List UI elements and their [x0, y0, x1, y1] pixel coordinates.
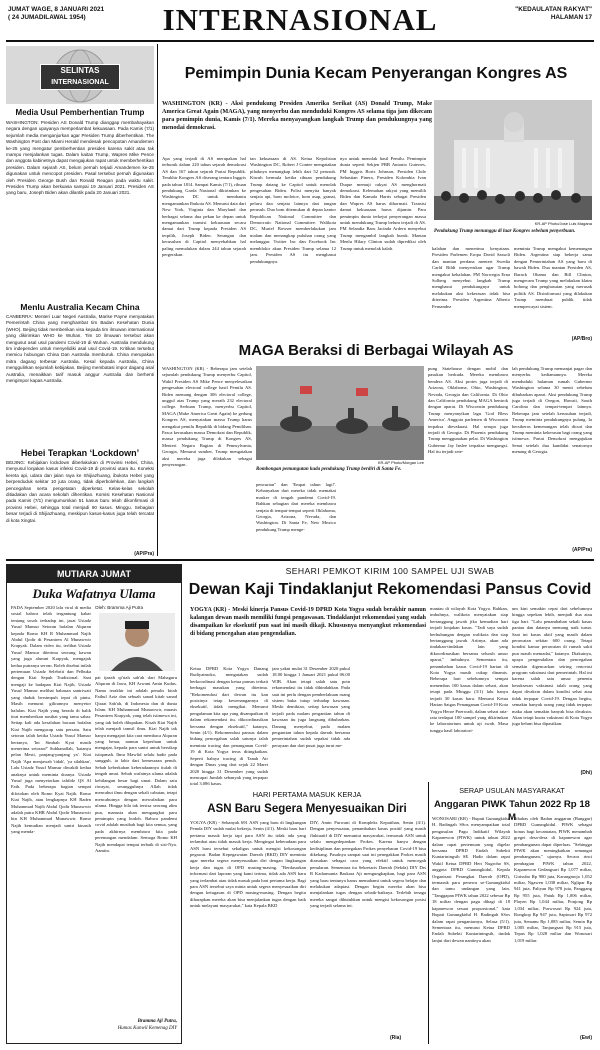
mutiara-title: Duka Wafatnya Ulama [32, 586, 156, 601]
pansus-kicker: SEHARI PEMKOT KIRIM 100 SAMPEL UJI SWAB [285, 566, 495, 576]
pansus-col3: mantau di wilayah Kota Yogya. Bahkan, imbuhnya, walikota menyatakan siap bertanggung jawab jika kemudian hari terjadi lonjakan kasus. "Tadi saya sudah berhubungan dengan walikota dan siap bertanggung jawab. Artinya, akan ada tindakan-tindakan lain yang dikoordinasikan bersama seluruh unsur aparat," imbuhnya. Sementara itu, penambahan kasus Covid-19 harian di Kota Yogya masih cukup dinamis. Beberapa hari sebelumnya sempat menembus 100 kasus dalam sehari, akan tetapi pada Minggu (3/1) lalu hanya terjadi 30 kasus baru. Menurut Ketua Harian Satgas Penanganan Covid-19 Kota Yogya Heroe Poerwadi, dalam sehari rata-rata terdapat 100 sampel yang dikirimkan ke laboratorium untuk uji swab. Masa tunggu hasil laboratori- [430, 606, 508, 733]
maga-credit: (AP/Pra) [572, 547, 592, 553]
badge-line1: SELINTAS [60, 66, 100, 75]
capitol-crowd-image [434, 100, 592, 220]
signature-role: Humas Kanwil Kemenag DIY [117, 1025, 177, 1031]
story3-credit: (AP/Pra) [134, 551, 154, 557]
asn-credit: (Ria) [390, 1035, 402, 1041]
asn-col2: DIY, Amin Purwani di Kompleks Kepatihan, Senin (4/1). Dengan penyesuaian, penambahan kasus positif yang masih fluktuatif di DIY menuntut masyarakat, termasuk ASN untuk selalu mengedepankan Prokes. Karena hanya dengan kedisiplinan dan penegakan Prokes penyebaran Covid-19 bisa dikekang. Pasalnya sampai saat ini penegakkan Prokes masih dirasakan sebagai cara yang efektif untuk mencegah penularan. Sementara itu Sekretaris Daerah (Sekda) DIY Drs R Kadarmanta Baskara Aji mengungkapkan, bagi para ASN yang baru tentunya harus memahami untuk segera belajar dan melakukan adaptasi. Dengan begitu mereka akan bisa menjalankan tugas dengan sebaik-baiknya. Terlebih tenaga mereka sangat dibutuhkan untuk mengisi kekosongan posisi yang terjadi selama ini. [310, 820, 426, 909]
date-line: JUMAT WAGE, 8 JANUARI 2021 [8, 6, 105, 13]
mutiara-col1: PADA September 2020 lalu viral di media sosial bahwa telah tergantung kabar tentang sosok terhadap ini, jasat Ustadz Yusuf Mansur Setoran hafalan Alquran kepada Romo KH R Muhammad Najib Abdul Qodir di Pesantren Al Munawwir Krapyak. Dalam video itu, terlihat Ustadz Yusuf Mansur diterima seorang kawan yang juga alumni Krapyak, mengajak kedua putranya serom. Boleh disebut inilah pertemuan Ustadz Selebriti dan Pelbuka dengan Kiai Sepuh Tradisional. Saat mengaji ke hadapan Kiai Najib, Ustadz Yusuf Mansur melihat bahasan santriwati yang duduk bersimpuh tepat di pintu. Masih menurut gilirannya menyetor hafalan. Kiai Najib yang berada di balik tirai memberikan nasihat yang tama sabar. Setiap kali ada kesalahan bacaan hafalan Kiai Najib mengucap satu persatu. Satu setoran ialah ketika Ustadz Yusuf Mansur bertanya, 'Ini Simbah Kyai masih menerima setoran?' Subhanallah, 'katanya pelan Mesti, panjang-panjang ya'. Kiai Najib 'Apa menjawab 'tidak', 'ya silahkan', Lalu Ustadz Yusuf Mansur diwakili kedua anaknya untuk meminta doanya. Ustadz Yusuf juga menyetorkan tahfidz QS Al Fath. Pada beberapa bagian sempat difotokan oleh Romo Kyai Najib. Romo Kiai Najib, atau lengkapnya KH Raden Muhammad Najib Abdul Qodir Munawwir adalah putra KHR Abdul Qodir Munawwir bin KH Muhammad Munawwir. Romo Najib kemudian menjadi santri kinasih yang menda- [11, 605, 91, 835]
maga-headline: MAGA Beraksi di Berbagai Wilayah AS [238, 342, 514, 359]
capitol-photo [434, 100, 592, 220]
badge-line2: INTERNASIONAL [51, 79, 109, 86]
lead-headline: Pemimpin Dunia Kecam Penyerangan Kongres AS [184, 65, 568, 82]
asn-piwk-divider [428, 782, 429, 1044]
author-portrait [99, 613, 175, 671]
lead-col3: nya untuk menolak hasil Pemilu. Pemimpin dunia seperti Sekjen PBB Antonio Guterres, PM Inggris Boris Johnson, Presiden Chile Sebastian Pinera, Presiden Kolombia Ivan Duque memuji rakyat AS menghormati demokrasi. Kelemahan rakyat yang memilih Biden dan Kamala Harris sebagai Presiden dan Wapres AS harus dihormati. Transisi damai kekuasaan harus dijamin. Para pemimpin dunia terkejut penyerangan massa untuk mendukung Trump belum terjadi di AS. PM Selandia Baru Jacinda Ardern menyebut Trump mengambil langkah buruk. Mantan Menlu Hilary Clinton sudah diprediksi oleh Trump untuk menolak kalah. [340, 156, 426, 251]
pansus-headline: Dewan Kaji Tindaklanjut Rekomendasi Pansus Covid [188, 581, 592, 598]
lead-intro: WASHINGTON (KR) - Aksi pendukung Presiden Amerika Serikat (AS) Donald Trump, Make America Great Again (MAGA), yang menyerbu dan menduduki Kongres AS selama tiga jam dikecam para pemimpin dunia, Kamis (7/1). Mereka menyayangkan langkah Trump dan pendukungnya yang menodai demokrasi. [162, 100, 432, 131]
piwk-credit: (Ewi) [580, 1035, 592, 1041]
page-number: HALAMAN 17 [550, 14, 592, 21]
pansus-col4: um kini semakin cepat dari sebelumnya hingga sepekan lebih, menjadi dua atau tiga hari. "Lalu penambahan sekali kasus pantau dan datanya memang naik turun. Saat ini kasus aktif yang masih dalam perawatan sekitar 600 orang. Tetapi kondisi kamar perawatan di rumah sakit pun masih memadai," katanya. Diakuinya, upaya pengendalian dan pencegahan semakin digencarkan seiring renovasi program vaksinasi dari pemerintah. Hal ini karena salah satu unsur penentu kesuksesan vaksinasi ialah orang yang dapat divaksin dalam kondisi sehat atau tidak terpapar Covid-19. Dengan begitu, semakin banyak orang yang tidak terpapar maka akan semakin banyak bisa divaksin. Akan tetapi kuota vaksinasi di Kota Yogya juga belum bisa dipastikan. [512, 606, 592, 727]
asn-col1: YOGYA (KR) - Sebanyak 691 ASN yang baru di lingkungan Pemda DIY sudah mulai bekerja, Senin (4/1). Meski baru hari pertama masuk kerja tapi para ASN itu tidak ada yang terlambat atau tidak masuk kerja. Mengingat keberadaan para ASN baru tersebut sekaligus untuk mengisi kekosongan pegawai. Badan Kepegawaian Daerah (BKD) DIY meminta agar mereka segera menyesuaikan diri dengan lingkungan kerja dan tugas di OPD masing-masing. "Berdasarkan informasi dari laporan yang kami terima, tidak ada ASN baru yang terlambat atau tidak masuk pada hari pertama kerja. Bagi para ASN tersebut saya minta untuk segera menyesuaikan diri dengan ketugasan di OPD masing-masing. Dengan begitu diharapkan mereka akan bisa menjalankan tugas dengan baik untuk melayani masyarakat," kata Kepala BKD [190, 820, 306, 909]
masthead-title: INTERNASIONAL [162, 2, 438, 37]
story1-body: WASHINGTON: Presiden AS Donald Trump dianggap membahayakan negara dengan upayanya memperlambat kekuasaan. Pada Kamis (7/1) sejumlah media menganjurkan agar Presiden Trump diberhentikan. The Washington Post dan Miami Herald mendesak pencopotan Amandemen ke-25 yang mengatur pemberhentian presiden karena sakit atau tak mampu menjalankan tugas. Dalam kaitan Trump, Wapres Mike Pence dan anggota kabinetnya dapat mengajukan rapat untuk memberhentikan presiden. Dalam sejarah AS, belum pernah terjadi Amandemen ke-25 digunakan untuk mencopot presiden. Pasal tersebut pernah digunakan oleh Presiden George Bush dan Ronald Reagan pada waktu sakit. Presiden Trump akan berkuasa sampai 19 Januari 2021. Presiden AS yang baru, Joseph Biden akan dilantik pada 20 Januari 2021. [6, 120, 154, 196]
asn-headline: ASN Baru Segera Menyesuaikan Diri [207, 803, 407, 815]
piwk-kicker: SERAP USULAN MASYARAKAT [459, 786, 565, 795]
selintas-badge-box [6, 46, 154, 104]
story3-title: Hebei Terapkan ‘Lockdown’ [20, 448, 140, 458]
sidebar-divider [157, 44, 158, 556]
signature-name: Bramma Aji Putra, [137, 1019, 177, 1024]
story2-body: CANBERRA: Menteri Luar Negeri Australia, Marise Payne menyatakan Pemerintah China yang menghambat tim Badan Kesehatan Dunia (WHO). Beijing tidak memberikan visa kepada tim ilmuwan internasional yang dikirimkan WHO ke Wuhan. Tim 10 ilmuwan tersebut akan mengusut asal usul pandemi Covid-19 di Wuhan. Australia mendukung tim independen untuk menyelidiki asal usul Covid-19. Kritikan tersebut memicu hubungan China Dan Australia memburuk. China merupakan mitra dagang terbesar Australia. Kesal kepada Australia, China menggulirkan sejumlah kebijakan. Beijing membatasi impor dagang asal Australia, menaikkan tarif masuk anggur Australia dan berhenti mengimpor kapas Australia. [6, 314, 154, 384]
lead-photo-credit: KR-AP Photo/Jose Luis Magana [534, 221, 592, 226]
lead-col5: meminta Trump mengakui kemenangan Biden. Argentina siap bekerja sama dengan Pemerintahan AS yang baru di bawah Biden. Dua mantan Presiden AS, Barack Obama dan Bill Clinton, mengecam Trump yang melakukan klaim bohong dan penghasutan yang merusak politik AS. Disinformasi yang dilakukan Trump membuat publik tidak mempercayai sistem. [514, 246, 592, 309]
santa-fe-photo [256, 366, 424, 460]
story1-title: Media Usul Pemberhentian Trump [15, 108, 145, 117]
maga-col1: WASHINGTON (KR) - Beberapa jam setelah sejumlah pendukung Trump menyerbu Capitol, Wakil Presiden AS Mike Pence menyelesaikan pengesahan electoral college hasil Pemilu AS. Biden memang dengan 306 electoral college, unggul atas Trump yang meraih 232 electoral college. Serbuan Trump, menyerbu Capitol, MAGA (Make America Great Again) ke gedung Kongres AS, menyatakan massa Trump harus mengakui pemilu Republik di bidang Pemilihan. Pasca kerusuhan massa Demokrat dan Republik, massa pendukung Trump di Kongres AS, Menteri Negara Bagian di Pennsylvania, Georgia, Menurut sumber, Trump mengatakan aksi mereka juga dilakukan sebagai penyerangan. [162, 366, 252, 468]
piwk-col1: WONOSARI (KR) - Bupati Gunungkidul H. Badingah SSos menyampaikan total pengusulan Pagu Indikatif Wilayah Kapanewon (PIWK) untuk tahun 2022 dalam rapat pertemuan yang digelar bersama DPRD Endah Subekti Kuntariningsih SE. Hadir dalam rapat Wakil Ketua DPRD Heri Nugroho SS, anggota DPRD Gunungkidul, Kepala Organisasi Perangkat Daerah (OPD), termasuk para penewu se-Gunungkidul dan tamu undangan yang lain. "Tanggapan PIWK tahun 2022 sebesar Rp 18 miliar dengan pagu dibagi di 18 kapanewon sesuai proporsional," kata Bupati Gunungkidul H. Badingah SSos dalam rapat pengantarnya, Selasa (5/1). Sementara itu, menurut Ketua DPRD Endah Subekti Kuntariningsih, tindak lanjut dari dewan nantinya akan [432, 816, 510, 943]
story2-title: Menlu Australia Kecam China [20, 302, 140, 312]
maga-photo-credit: KR-AP Photo/Morgan Lee [377, 460, 424, 465]
lead-col2: tan kekuasaan di AS. Ketua Kepolisian Washington DC, Robert J Contee mengatakan pihaknya menangkap lebih dari 52 perusuh. Kisruh bermula ketika ribuan pendukung Trump datang ke Capitol untuk menolak pengesahan Biden. Polisi menyita banyak senjata api, bom molotov, bom asap, granat, peluru dan senjata lainnya dari tangan perusuh. Dua bom ditemukan di depan kantor Republican National Committee dan Democratic National Committee. Walikota DC, Muriel Bowser memberlakukan jam malam dan menangkap puluhan orang yang melanggar. Twitter Inc dan Facebook Inc memblokir akun Presiden Trump selama 12 jam. Presiden AS itu menghasut pendukungnya. [250, 156, 336, 264]
piwk-col2: dibahas oleh Badan anggaran (Banggar) DPRD Gunungkidul. PIWK sebagai bonus bagi kecamatan, PIWK menambah greget desa-desa di kapanewon agar pembangunan dapat diperluas. "Sehingga PIWK akan meningkatkan semangat pembangunan," ujarnya. Secara rinci pembagian PIWK tahun 2022, Kapanewon Gedangsari Rp 1,077 miliar, Girisubo Rp 980 juta, Karangmojo 1,052 miliar, Ngawen 1,038 miliar, Nglipar Rp 941 juta, Paliyan Rp 978 juta, Panggang Rp 955 juta, Patuk Rp 1,006 miliar, Playen Rp 1,044 miliar, Ponjong Rp 1,034 miliar, Purwosari Rp 924 juta, Rongkop Rp 947 juta, Saptosari Rp 972 juta, Semanu Rp 1,085 miliar, Semin Rp 1,005 miliar, Tanjungsari Rp 915 juta, Tepus Rp 1,028 miliar dan Wonosari 1,019 miliar. [514, 816, 592, 943]
paper-name: "KEDAULATAN RAKYAT" [515, 6, 592, 13]
mid-page-rule [6, 559, 594, 561]
selintas-sidebar [6, 44, 154, 558]
lead-credit: (AP/Bro) [571, 336, 592, 342]
maga-col3: pung Statehouse dengan mobil dan pasukan berkuda. Mereka membawa bendera AS. Aksi protes juga terjadi di Arizona, Oklahoma, Ohio, Washington, Nevada, Georgia dan California. Di Ohio dan California pendukung MAGA bentrok dengan aparat. Di Wisconsin pendukung Trump menyanyikan lagu 'God Bless America'. Anggota parlemen di Wisconsin terpaksa dievakuasi. Hal serupa juga terjadi di Georgia. Di Phoenix pendukung Trump menggunakan pelat. Di Washington Gubernur Jay Inslee terpaksa mengungsi. Hal itu terjadi sete- [428, 366, 508, 455]
piwk-headline: Anggaran PIWK Tahun 2022 Rp 18 M [433, 799, 590, 823]
story3-body: BEIJING: Kebijakan lockdown diberlakukan di Provinsi Hebei, China, menyusul lonjakan kasus infeksi Covid-19 di provinsi utara itu. Koneksi kereta api, udara dan jalan raya ke Shijiazhuang, ibukota Hebei yang berpenduduk sekitar 10 juta orang, tidak diperbolehkan, dan langkah pencegahan serta pengetatan diperketat. Kelas-kelas sekolah ditiadakan dan acara sekolah dihentikan. Komisi Kesehatan Nasional pada Kamis (7/1) mengumumkan 51 kasus baru telah dikonfirmasi di provinsi Hebei, sehingga total menjadi 90 kasus. Minggu. Sebagian besar terjadi di Shijiazhuang, meskipun kasus-kasus juga telah tercatat di kota Xingtai. [6, 460, 154, 523]
horse-riders-image [256, 366, 424, 460]
mutiara-banner: MUTIARA JUMAT [7, 565, 181, 583]
pansus-col1: Ketua DPRD Kota Yogya Danang Rudiyatmoko, mengatakan sudah berkoordinasi dengan ketua pansus terkait berbagai masukan yang diterima. "Rekomendasi dari dewan itu kan posisinya tetap kewenangannya di eksekutif, tidak mengikat. Menurut pengalaman kita apa yang disampaikan di dalam rekomendasi itu, dikoordinasikan bersama dengan eksekutif," katanya, Senin (4/1). Rekomendasi pansus dalam bidang pencegahan salah satunya ialah meminta tracing dan penanganan Covid-19 di Kota Yogya terus ditingkatkan. Seperti halnya tracing di Tanah Air dengan Dinas yang dari sejak 22 Maret 2020 hingga 31 Desember yang sudah mencapai Jumlah sebanyak yang terpapar total 3.086 kasus. [190, 666, 268, 787]
maga-col2: pencurian" dan 'Empat tahun lagi!'. Kebanyakan dari mereka tidak memakai masker di tengah pandemi Covid-19. Bahkan sebagian dari mereka membawa senjata di tempat-tempat seperti Oklahoma, Georgia, Arizona, Nevada, dan Washington. Di Santa Fe, New Mexico pendukung Trump menge- [256, 482, 336, 532]
maga-photo-caption: Rombongan pemungutan kuda pendukung Trump berdiri di Santa Fe. [256, 467, 402, 472]
maga-col4: lah pendukung Trump memanjat pagar dan menyerbu kediamannya. Mereka menduduki halaman rumah Gubernur Washington selama 30 menit sebelum dibubarkan aparat. Aksi pendukung Trump juga terjadi di Oregon, Hawaii, South Carolina dan tempat-tempat lainnya. Beberapa jam setelah kerusuhan terjadi, Trump meminta pendukungnya pulang. Ia bersikeras kemenangan telah dicuri dan Trump meminta kekerasan bagi orang yang istimewa. Partai Demokrat mengajukan Senat setelah dua kandidat senatornya menang di Georgia. [512, 366, 592, 455]
selintas-badge [40, 64, 120, 90]
mutiara-signature [95, 1019, 177, 1032]
author-portrait-image [99, 613, 175, 671]
pansus-credit: (Dhi) [580, 770, 592, 776]
header-page-info [515, 6, 592, 22]
mutiara-box [6, 564, 182, 1044]
header-rule [6, 40, 594, 42]
mutiara-author-caption: Oleh: Bramma Aji Putra [95, 605, 143, 610]
hijri-date-line: ( 24 JUMADILAWAL 1954) [8, 14, 86, 21]
asn-kicker: HARI PERTAMA MASUK KERJA [252, 790, 362, 799]
lead-photo-caption: Pendukung Trump menunggu di luar Kongres sebelum penyerbuan. [434, 229, 576, 234]
pansus-intro: YOGYA (KR) - Meski kinerja Pansus Covid-19 DPRD Kota Yogya sudah berakhir namun kalangan dewan masih memiliki fungsi pengawasan. Tindaklanjut rekomendasi yang sudah disampaikan ke eksekutif pun saat ini masih dikaji. Khususnya menyangkut rekomendasi di bidang pencegahan atau pengendalian. [190, 607, 426, 637]
mutiara-col2: pat ijazah qi'riah sab'ah dari Mahaguru Alquran di Jawa, KH Arwani Amin Kudus. Nama terakhir ini adalah penulis kitab Fathul Aziz dan sebuah sanad kitab sanad Qiraat Sab'ah, di Indonesia dan di dunia Islam. KH Muhammad Munawwir, muasis Pesantren Krapyak, yang telah istimewa ini, yang tak boleh dilupakan. Kisah Kiai Najib telah menjadi tamsil ilmu. Kiai Najib tak hanya mengajari kita cara membaca Alquran yang benar, namun keperluan untuk mengajar, kepada para santri untuk bersikap istiqamah. Ilmu Mawlid selalu hadir pada sungguh, ia lahir dari kemesraan penuh. Sebab keberkahan keberadaannya itulah di tengah umat. Sebab wafatnya ulama adalah kehilangan besar bagi umat. Dalam satu riwayat, sesungguhnya Allah tidak mencabut ilmu dengan sekali cabutan, tetapi mencabutnya dengan mewafatkan para ulama. Hingga bila tak tersisa seorang alim pun, manusia akan mengangkat para pemimpin yang bodoh. Bahwa pandemi covid adalah musibah bagi kita semua, yang pada akhirnya membawa kita pada perenungan mendalam. Semoga Romo KH Najib mendapat tempat terbaik di sisi-Nya. Aamiin. [95, 675, 177, 853]
pansus-col2: jam yakni mulai 31 Desember 2020 pukul 18.00 hingga 1 Januari 2021 pukul 06.00 WIB. Akan tetapi salah satu poin rekomendasi itu tidak dihindahkan. Pada saat ini perlu dengan pemberlakuan ruang sistem buka tutup terhadap kawasan. Meski demikian, setiap kawasan yang terjadi pada malam pergantian tahun di kawasan itu juga langsung dibubarkan. Danang menyebut, pada malam pergantian tahun kepala daerah bersama pemerintahan sudah sepakat tidak ada perayaan dan dari pusat juga turut me- [272, 666, 350, 748]
lead-col4: kalahan dan menerima kenyataan. Presiden Parlemen Eropa David Sassoli dan mantan perdana menteri Swedia Carld Bildt menyerukan agar Trump mengakui kekalahan. PM Norwegia Erna Solberg menyebut langkah Trump menghasut pendukungnya untuk melakukan aksi kekerasan tidak bisa diterima. Presiden Argentina Alberto Fernandez [432, 246, 510, 309]
lead-col1: Apa yang terjadi di AS merupakan hal terburuk dalam 220 tahun sejarah demokrasi AS dan 167 tahun sejarah Partai Republik. Terakhir Kongres AS diserang tentara Inggris pada tahun 1814. Sampai Kamis (7/1), ribuan pendukung Garda Nasional dikirimkan ke Washington DC untuk membantu mengamankan Ibukota AS. Menurut data dari New York, Virginia dan Maryland dan berbagai selama dua pekan ke depan untuk mengamankan transisi kekuasaan secara damai dari Trump kepada Presiden AS terpilih, Joseph Biden. Serangan dan kerusuhan di Capitol menyebabkan hal paling memalukan dalam 244 tahun sejarah pergerakan. [162, 156, 246, 258]
